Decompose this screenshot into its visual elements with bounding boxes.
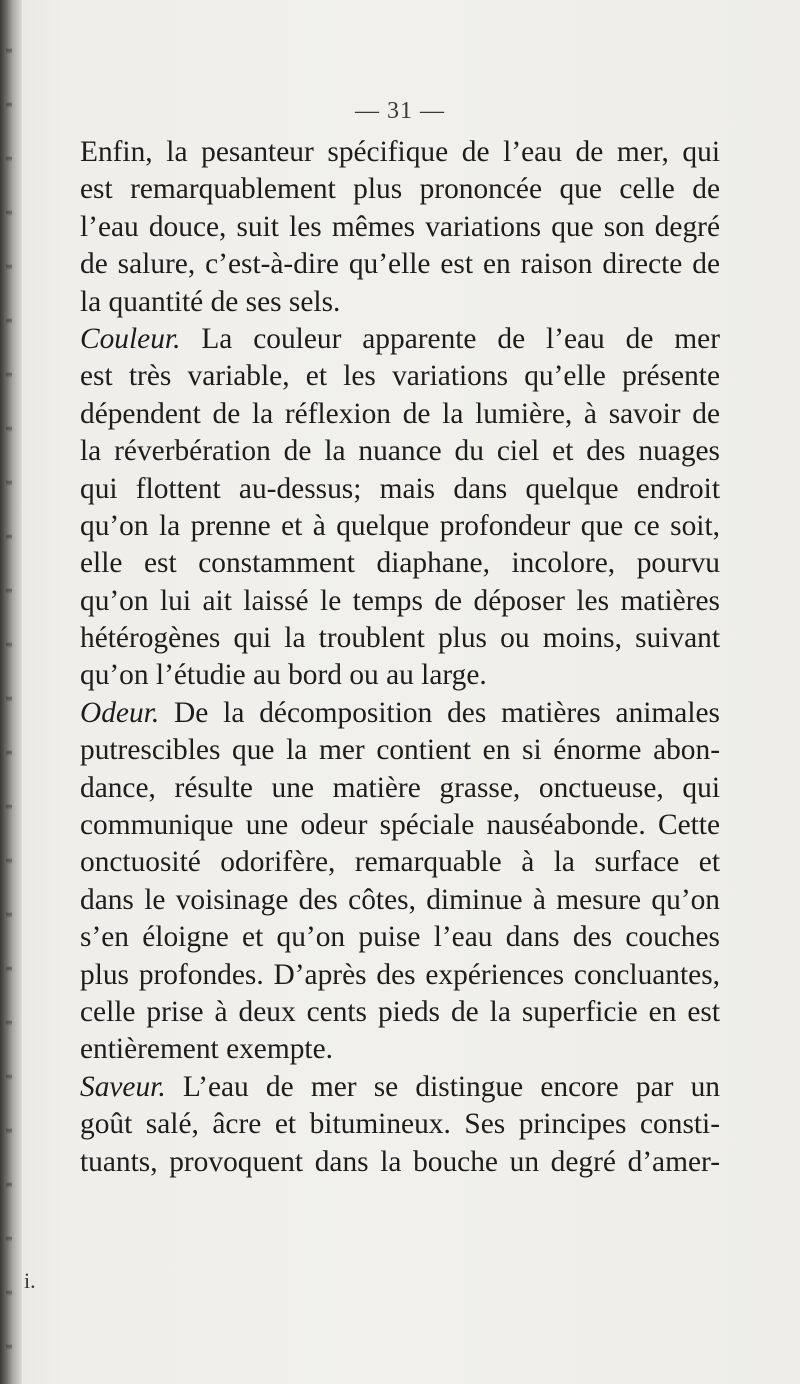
- margin-mark: i.: [24, 1268, 36, 1293]
- section-heading-odeur: Odeur.: [80, 696, 160, 729]
- text-run: L’eau de mer se distingue encore par un: [165, 1070, 720, 1103]
- text-line: dance, résulte une matière grasse, onctueuse, qui: [80, 771, 720, 804]
- text-line: est remarquablement plus prononcée que celle de: [80, 173, 720, 206]
- text-line: Enfin, la pesanteur spécifique de l’eau de mer, qui: [80, 136, 720, 168]
- section-heading-couleur: Couleur.: [80, 322, 181, 355]
- text-line: la quantité de ses sels.: [80, 285, 341, 318]
- text-line: l’eau douce, suit les mêmes variations que son degré: [80, 210, 720, 243]
- text-line: est très variable, et les variations qu’elle présente: [80, 360, 720, 393]
- text-line: la réverbération de la nuance du ciel et des nuages: [80, 435, 720, 468]
- text-run: La couleur apparente de l’eau de mer: [180, 322, 720, 355]
- text-line: plus profondes. D’après des expériences concluantes,: [80, 958, 720, 991]
- paragraph-first-line: [80, 1069, 720, 1106]
- text-line: s’en éloigne et qu’on puise l’eau dans des couches: [80, 921, 720, 954]
- text-line: qui flottent au-dessus; mais dans quelque endroit: [80, 472, 720, 505]
- paragraph-first-line: [80, 695, 720, 732]
- page-number: — 31 —: [355, 98, 445, 124]
- text-line: hétérogènes qui la troublent plus ou moins, suivant: [80, 622, 720, 655]
- text-line: dans le voisinage des côtes, diminue à mesure qu’on: [80, 883, 720, 916]
- paragraph-first-line: [80, 321, 720, 358]
- text-line: qu’on l’étudie au bord ou au large.: [80, 659, 487, 692]
- text-line: tuants, provoquent dans la bouche un degré d’amer-: [80, 1145, 720, 1178]
- text-line: de salure, c’est-à-dire qu’elle est en raison directe de: [80, 248, 720, 281]
- body-text: [80, 134, 720, 1181]
- text-line: onctuosité odorifère, remarquable à la surface et: [80, 846, 720, 879]
- text-line: goût salé, âcre et bitumineux. Ses principes consti-: [80, 1108, 720, 1141]
- text-line: dépendent de la réflexion de la lumière, à savoir de: [80, 397, 720, 430]
- text-line: putrescibles que la mer contient en si énorme abon-: [80, 734, 720, 767]
- section-heading-saveur: Saveur.: [80, 1070, 166, 1103]
- text-line: entièrement exempte.: [80, 1033, 333, 1066]
- binding-specks: [6, 0, 12, 1384]
- text-line: qu’on lui ait laissé le temps de déposer les matières: [80, 584, 720, 617]
- text-line: celle prise à deux cents pieds de la superficie en est: [80, 995, 720, 1028]
- text-line: qu’on la prenne et à quelque profondeur que ce soit,: [80, 509, 720, 542]
- text-line: elle est constamment diaphane, incolore, pourvu: [80, 547, 720, 580]
- text-line: communique une odeur spéciale nauséabonde. Cette: [80, 809, 720, 842]
- text-run: De la décomposition des matières animales: [159, 696, 720, 729]
